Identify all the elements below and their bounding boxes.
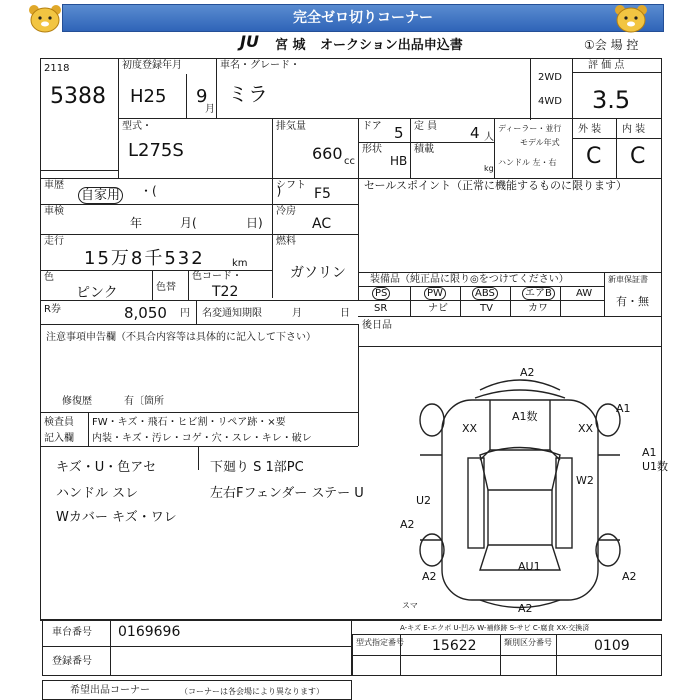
diagram-mark-right-fender: XX bbox=[578, 422, 594, 435]
interior-grade: C bbox=[630, 144, 646, 169]
notice-day: 日 bbox=[340, 308, 350, 319]
equipment-leather: カワ bbox=[528, 303, 548, 314]
mileage-label: 走行 bbox=[44, 236, 64, 247]
shape-value: HB bbox=[390, 154, 408, 168]
notice-month: 月 bbox=[292, 308, 302, 319]
class-number-label: 類別区分番号 bbox=[504, 638, 552, 647]
bear-mascot-left-icon bbox=[26, 4, 64, 34]
prefecture: 宮 城 bbox=[275, 38, 306, 53]
dealer-label: ディーラー・並行 bbox=[498, 124, 562, 133]
new-car-warranty-value: 有・無 bbox=[616, 295, 649, 308]
equipment-sr: SR bbox=[374, 303, 388, 314]
shift-value: F5 bbox=[314, 186, 331, 202]
displacement-unit: cc bbox=[344, 156, 355, 167]
history-rest: ・( ) bbox=[140, 184, 282, 198]
model-year-label: モデル年式 bbox=[520, 138, 560, 147]
mileage-value: 15万8千532 bbox=[84, 248, 205, 269]
certified-number-value: 15622 bbox=[432, 638, 477, 654]
inspection-year: 年 bbox=[130, 216, 143, 230]
recycle-yen: 円 bbox=[180, 308, 190, 319]
model-label: 型式・ bbox=[122, 121, 152, 132]
damage-legend: A-キズ E-エクボ U-凹み W-補修跡 S-サビ C-腐食 XX-交換済 bbox=[400, 624, 590, 632]
displacement-label: 排気量 bbox=[276, 121, 306, 132]
form-title: オークション出品申込書 bbox=[320, 38, 463, 53]
entry-code: 2118 bbox=[44, 63, 70, 74]
repair-value: 有〔箇所 bbox=[124, 396, 164, 407]
diagram-mark-left-rear: A2 bbox=[400, 518, 415, 531]
color-label: 色 bbox=[44, 272, 54, 283]
exterior-grade: C bbox=[586, 144, 602, 169]
inspection-day: 日) bbox=[246, 216, 263, 230]
notes-label: 注意事項申告欄（不具合内容等は具体的に記入して下さい） bbox=[46, 332, 316, 343]
car-damage-diagram bbox=[380, 360, 669, 620]
shift-label: シフト bbox=[276, 180, 306, 191]
color-value: ピンク bbox=[76, 285, 118, 301]
equipment-pw: PW bbox=[424, 287, 446, 300]
fuel-label: 燃料 bbox=[276, 236, 296, 247]
comment-5: Wカバー キズ・ワレ bbox=[56, 510, 177, 525]
diagram-mark-front: A2 bbox=[520, 366, 535, 379]
copy-label: ①会 場 控 bbox=[584, 38, 639, 52]
notice-label: 名変通知期限 bbox=[202, 308, 262, 319]
shape-label: 形状 bbox=[362, 144, 382, 155]
reg-month: 9 bbox=[196, 86, 208, 107]
interior-label: 内 装 bbox=[622, 124, 646, 135]
class-number-value: 0109 bbox=[594, 638, 630, 654]
diagram-mark-left-bumper: A2 bbox=[422, 570, 437, 583]
recycle-amount: 8,050 bbox=[124, 304, 167, 322]
month-unit: 月 bbox=[205, 104, 215, 115]
score-label: 評 価 点 bbox=[588, 60, 625, 71]
inspection-month: 月( bbox=[180, 216, 197, 230]
equipment-navi: ナビ bbox=[428, 303, 448, 314]
first-reg-label: 初度登録年月 bbox=[122, 60, 182, 71]
score-value: 3.5 bbox=[592, 86, 631, 114]
car-name: ミラ bbox=[228, 82, 268, 106]
diagram-mark-roof-front: A1数 bbox=[512, 410, 538, 423]
repair-label: 修復歴 bbox=[62, 396, 92, 407]
cooler-label: 冷房 bbox=[276, 206, 296, 217]
load-unit: kg bbox=[484, 164, 494, 173]
equipment-aw: AW bbox=[576, 288, 593, 299]
4wd-label: 4WD bbox=[538, 96, 562, 107]
comment-2: 下廻り S 1部PC bbox=[210, 460, 304, 475]
chassis-label: 車台番号 bbox=[52, 627, 92, 638]
fuel-value: ガソリン bbox=[290, 265, 346, 281]
color-change-label: 色替 bbox=[156, 282, 176, 293]
diagram-mark-rear-hatch: AU1 bbox=[518, 560, 541, 573]
history-value: 自家用 bbox=[78, 187, 123, 204]
bear-mascot-right-icon bbox=[612, 4, 650, 34]
doors-label: ドア bbox=[362, 121, 382, 132]
diagram-mark-right-door: W2 bbox=[576, 474, 594, 487]
certified-number-label: 型式指定番号 bbox=[356, 638, 404, 647]
entry-label: 記入欄 bbox=[44, 433, 74, 444]
comment-3: ハンドル スレ bbox=[56, 486, 139, 501]
hope-corner-label: 希望出品コーナー bbox=[70, 685, 150, 696]
2wd-label: 2WD bbox=[538, 72, 562, 83]
inspector-line2: 内装・キズ・汚レ・コゲ・穴・スレ・キレ・破レ bbox=[92, 433, 312, 444]
new-car-warranty-label: 新車保証書 bbox=[608, 275, 648, 284]
equipment-label: 装備品（純正品に限り◎をつけてください） bbox=[370, 274, 569, 285]
lot-number: 5388 bbox=[50, 84, 106, 109]
diagram-mark-right-side-a: A1 bbox=[642, 446, 657, 459]
color-code-label: 色コード・ bbox=[192, 271, 242, 282]
chassis-value: 0169696 bbox=[118, 624, 181, 640]
equipment-tv: TV bbox=[480, 303, 493, 314]
doors-value: 5 bbox=[394, 124, 404, 142]
displacement-value: 660 bbox=[312, 144, 343, 163]
car-name-label: 車名・グレード・ bbox=[220, 60, 300, 71]
diagram-mark-note: スマ bbox=[402, 601, 418, 610]
after-day-label: 後日品 bbox=[362, 320, 392, 331]
diagram-mark-rear: A2 bbox=[518, 602, 533, 615]
equipment-abs: ABS bbox=[472, 287, 498, 300]
diagram-mark-right-side-u: U1数 bbox=[642, 460, 669, 473]
inspector-line1: FW・キズ・飛石・ヒビ割・リペア跡・×要 bbox=[92, 417, 286, 428]
diagram-mark-left-fender: XX bbox=[462, 422, 478, 435]
handle-label: ハンドル 左・右 bbox=[498, 158, 557, 167]
load-label: 積載 bbox=[414, 144, 434, 155]
diagram-mark-right-bumper: A2 bbox=[622, 570, 637, 583]
history-label: 車歴 bbox=[44, 180, 64, 191]
hope-corner-note: （コーナーは各会場により異なります） bbox=[180, 687, 324, 696]
capacity-value: 4 bbox=[470, 124, 480, 142]
diagram-mark-right-front: A1 bbox=[616, 402, 631, 415]
sales-point-label: セールスポイント（正常に機能するものに限ります） bbox=[364, 179, 628, 192]
equipment-airbag: エアB bbox=[522, 287, 555, 300]
banner-title: 完全ゼロ切りコーナー bbox=[62, 4, 664, 32]
capacity-label: 定 員 bbox=[414, 121, 438, 132]
cooler-value: AC bbox=[312, 216, 332, 232]
equipment-ps: PS bbox=[372, 287, 390, 300]
registration-number-label: 登録番号 bbox=[52, 656, 92, 667]
comment-4: 左右Fフェンダー ステー U bbox=[210, 486, 364, 501]
exterior-label: 外 装 bbox=[578, 124, 602, 135]
capacity-unit: 人 bbox=[484, 132, 494, 143]
comment-1: キズ・U・色アセ bbox=[56, 460, 157, 475]
era-year: H25 bbox=[130, 86, 167, 107]
diagram-mark-left-door: U2 bbox=[416, 494, 432, 507]
inspection-label: 車検 bbox=[44, 206, 64, 217]
recycle-label: R券 bbox=[44, 304, 61, 315]
color-code: T22 bbox=[212, 284, 239, 300]
ju-logo: JU bbox=[240, 32, 259, 51]
model-value: L275S bbox=[128, 140, 184, 161]
mileage-unit: km bbox=[232, 258, 248, 269]
inspector-label: 検査員 bbox=[44, 417, 74, 428]
